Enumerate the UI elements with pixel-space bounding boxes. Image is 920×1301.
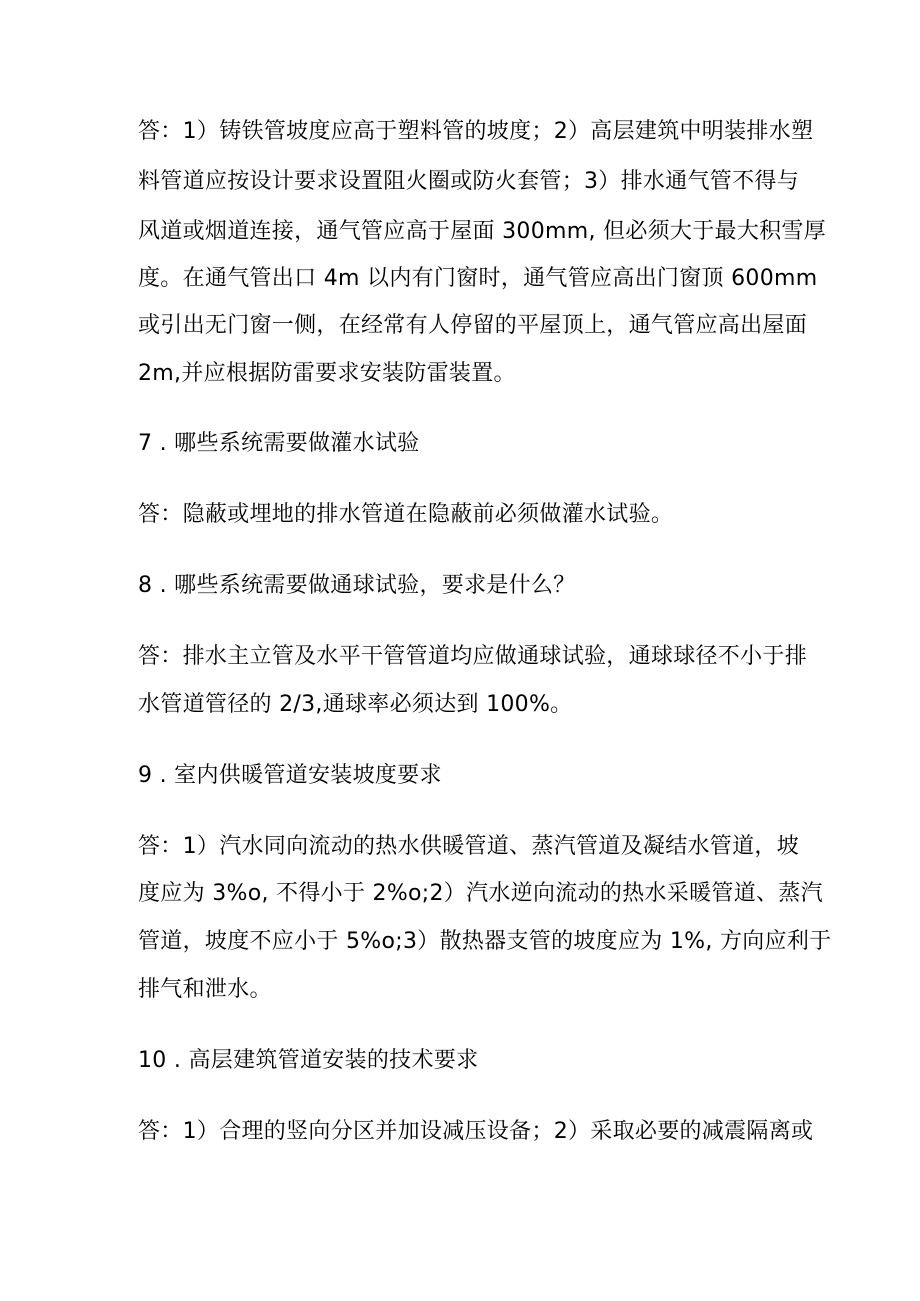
answer-6-line-5: 或引出无门窗一侧，在经常有人停留的平屋顶上，通气管应高出屋面 — [138, 313, 808, 338]
answer-9-line-1: 答：1）汽水同向流动的热水供暖管道、蒸汽管道及凝结水管道，坡 — [138, 834, 799, 859]
answer-8-line-1: 答：排水主立管及水平干管管道均应做通球试验，通球球径不小于排 — [138, 644, 808, 669]
answer-7: 答：隐蔽或埋地的排水管道在隐蔽前必须做灌水试验。 — [138, 502, 674, 527]
answer-6-line-1: 答：1）铸铁管坡度应高于塑料管的坡度；2）高层建筑中明装排水塑 — [138, 119, 814, 144]
answer-6-line-6: 2m,并应根据防雷要求安装防雷装置。 — [138, 361, 516, 386]
question-7-heading: 7 . 哪些系统需要做灌水试验 — [138, 431, 420, 456]
answer-9-line-3: 管道，坡度不应小于 5%o;3）散热器支管的坡度应为 1%, 方向应利于 — [138, 929, 832, 954]
answer-9-line-4: 排气和泄水。 — [138, 977, 272, 1002]
answer-6-line-4: 度。在通气管出口 4m 以内有门窗时，通气管应高出门窗顶 600mm — [138, 266, 818, 291]
answer-8-line-2: 水管道管径的 2/3,通球率必须达到 100%。 — [138, 692, 573, 717]
answer-6-line-3: 风道或烟道连接，通气管应高于屋面 300mm, 但必须大于最大积雪厚 — [138, 219, 827, 244]
question-10-heading: 10 . 高层建筑管道安装的技术要求 — [138, 1048, 479, 1073]
question-9-heading: 9 . 室内供暖管道安装坡度要求 — [138, 763, 442, 788]
question-8-heading: 8 . 哪些系统需要做通球试验，要求是什么？ — [138, 573, 576, 598]
answer-10-line-1: 答：1）合理的竖向分区并加设减压设备；2）采取必要的减震隔离或 — [138, 1119, 814, 1144]
answer-9-line-2: 度应为 3%o, 不得小于 2%o;2）汽水逆向流动的热水采暖管道、蒸汽 — [138, 881, 823, 906]
answer-6-line-2: 料管道应按设计要求设置阻火圈或防火套管；3）排水通气管不得与 — [138, 169, 799, 194]
